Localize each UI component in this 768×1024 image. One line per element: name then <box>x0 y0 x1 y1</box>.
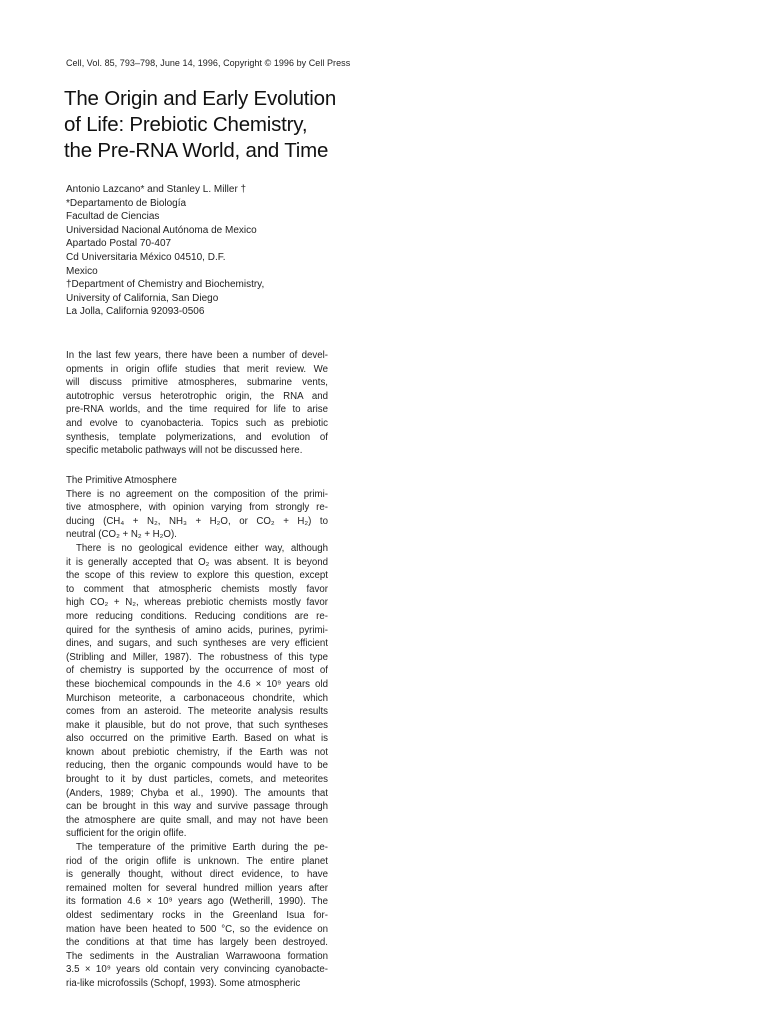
article-title <box>64 86 364 164</box>
body-text-line: comes from an asteroid. The meteorite analysis results <box>66 706 328 718</box>
body-text-line: riod of the origin oflife is unknown. The entire planet <box>66 855 328 867</box>
body-text-line: the conditions at that time has largely been destroyed. <box>66 937 328 949</box>
affiliation-line: Mexico <box>66 265 98 277</box>
body-text-line: make it plausible, but do not prove, that such syntheses <box>66 719 328 731</box>
body-text-line: quired for the synthesis of amino acids, purines, pyrimi- <box>66 624 328 636</box>
title-line: The Origin and Early Evolution <box>64 87 337 110</box>
affiliation-line: *Departamento de Biología <box>66 197 187 209</box>
author-affiliations <box>66 183 264 319</box>
affiliation-line: †Department of Chemistry and Biochemistry, <box>66 279 265 291</box>
body-text-line: The sediments in the Australian Warrawoona formation <box>66 950 328 962</box>
body-text-line: 3.5 × 10⁹ years old contain very convincing cyanobacte- <box>66 964 328 976</box>
body-text-line: is generally thought, without direct evidence, to have <box>66 869 328 881</box>
body-text-line: ria-like microfossils (Schopf, 1993). Some atmospheric <box>66 977 301 989</box>
body-text-line: also occurred on the primitive Earth. Based on what is <box>66 733 328 745</box>
body-text-line: mation have been heated to 500 °C, so the evidence on <box>66 923 328 935</box>
body-text-line: can be brought in this way and survive passage through <box>66 801 328 813</box>
body-text-line: reducing, then the organic compounds would have to be <box>66 760 328 772</box>
abstract-line: synthesis, template polymerizations, and evolution of <box>66 431 328 443</box>
body-text-line: neutral (CO₂ + N₂ + H₂O). <box>66 529 177 541</box>
section-body <box>66 488 328 991</box>
abstract-line: opments in origin oflife studies that merit review. We <box>66 363 328 375</box>
abstract-paragraph <box>66 349 328 458</box>
abstract-line: and evolve to cyanobacteria. Topics such as prebiotic <box>66 417 328 429</box>
body-text-line: oldest sedimentary rocks in the Greenland Isua for- <box>66 910 328 921</box>
abstract-line: autotrophic versus heterotrophic origin, the RNA and <box>66 390 328 402</box>
body-text-line: its formation 4.6 × 10⁹ years ago (Wetherill, 1990). The <box>66 896 328 908</box>
body-text-line: tive atmosphere, with opinion varying from strongly re- <box>66 502 328 514</box>
body-text-line: sufficient for the origin oflife. <box>66 828 187 840</box>
abstract-line: In the last few years, there have been a number of devel- <box>66 350 328 361</box>
body-text-line: There is no geological evidence either way, although <box>76 542 328 554</box>
body-text-line: The temperature of the primitive Earth during the pe- <box>76 842 328 854</box>
body-text-line: of chemistry is supported by the occurrence of most of <box>66 665 328 677</box>
title-line: the Pre-RNA World, and Time <box>64 139 329 162</box>
abstract-line: will discuss primitive atmospheres, submarine vents, <box>66 377 328 389</box>
section-heading: The Primitive Atmosphere <box>66 475 177 486</box>
body-text-line: Murchison meteorite, a carbonaceous chondrite, which <box>66 692 328 704</box>
affiliation-line: Apartado Postal 70-407 <box>66 238 172 250</box>
abstract-line: specific metabolic pathways will not be discussed here. <box>66 445 303 457</box>
body-text-line: to comment that atmospheric chemists mostly favor <box>66 583 328 595</box>
body-text-line: There is no agreement on the composition of the primi- <box>66 488 328 500</box>
body-text-line: these biochemical compounds in the 4.6 × 10⁹ years old <box>66 678 328 690</box>
affiliation-line: Cd Universitaria México 04510, D.F. <box>66 251 226 263</box>
body-text-line: remained molten for several hundred million years after <box>66 882 328 894</box>
body-text-line: brought to it by dust particles, comets, and meteorites <box>66 774 328 786</box>
citation-line: Cell, Vol. 85, 793–798, June 14, 1996, Copyright © 1996 by Cell Press <box>66 58 351 68</box>
body-text-line: the atmosphere are quite small, and may not have been <box>66 814 328 826</box>
body-text-line: ducing (CH₄ + N₂, NH₃ + H₂O, or CO₂ + H₂) to <box>66 515 328 527</box>
affiliation-line: University of California, San Diego <box>66 292 219 304</box>
body-text-line: more reducing conditions. Reducing conditions are re- <box>66 610 328 622</box>
affiliation-line: Facultad de Ciencias <box>66 211 160 223</box>
body-text-line: (Stribling and Miller, 1987). The robustness of this type <box>66 651 328 663</box>
affiliation-line: La Jolla, California 92093-0506 <box>66 306 205 318</box>
body-text-line: known about prebiotic chemistry, if the Earth was not <box>66 746 328 758</box>
section-primitive-atmosphere <box>66 474 328 991</box>
body-text-line: dines, and sugars, and such syntheses are very efficient <box>66 638 328 650</box>
title-line: of Life: Prebiotic Chemistry, <box>64 113 308 136</box>
abstract-line: pre-RNA worlds, and the time required for life to arise <box>66 404 328 416</box>
body-text-line: high CO₂ + N₂, whereas prebiotic chemists mostly favor <box>66 597 328 609</box>
affiliation-line: Universidad Nacional Autónoma de Mexico <box>66 224 257 236</box>
body-text-line: the scope of this review to explore this question, except <box>66 570 328 582</box>
body-text-line: (Anders, 1989; Chyba et al., 1990). The amounts that <box>66 787 328 799</box>
body-text-line: it is generally accepted that O₂ was absent. It is beyond <box>66 556 328 568</box>
authors-line: Antonio Lazcano* and Stanley L. Miller † <box>66 184 247 195</box>
